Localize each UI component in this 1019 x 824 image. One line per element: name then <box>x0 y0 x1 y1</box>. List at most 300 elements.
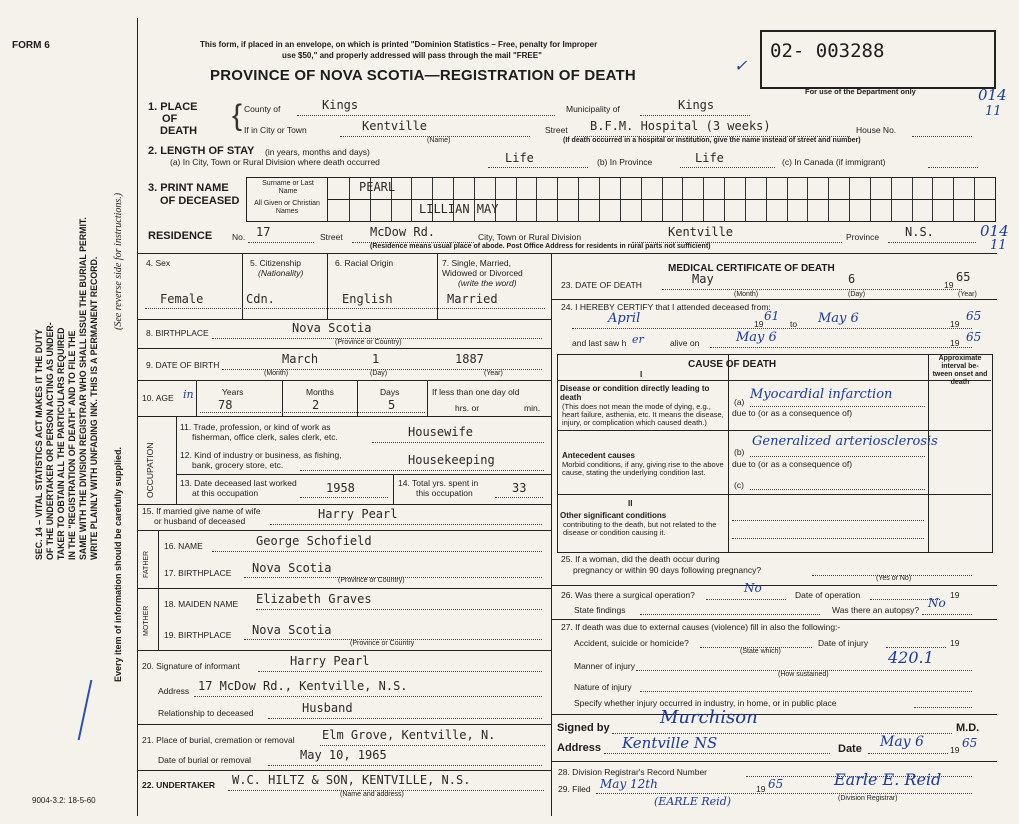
dod-year-note: (Year) <box>958 291 977 298</box>
row-div-age <box>137 416 551 417</box>
father-bp-label: 17. BIRTHPLACE <box>164 568 232 578</box>
trade-line <box>372 442 544 443</box>
filed-line <box>596 793 972 794</box>
form-code: 9004-3.2: 18-5-60 <box>32 796 96 805</box>
law-line: OF THE UNDERTAKER OR PERSON ACTING AS UNDER- <box>45 322 55 560</box>
letter-box-divider <box>849 178 850 199</box>
surgery-label: 26. Was there a surgical operation? <box>561 590 695 600</box>
letter-box-divider <box>766 200 767 221</box>
deceased-name-label-1: 3. PRINT NAME <box>148 182 229 194</box>
place-label-2: OF <box>162 113 178 125</box>
father-name-label: 16. NAME <box>164 541 203 551</box>
years-value: 78 <box>218 398 233 412</box>
marital-value: Married <box>447 292 498 306</box>
stay-a-value: Life <box>505 151 534 165</box>
given-label: All Given or Christian Names <box>254 200 320 215</box>
letter-box-divider <box>828 200 829 221</box>
industry-line <box>300 470 544 471</box>
mother-name-value: Elizabeth Graves <box>256 592 372 606</box>
to-year: 65 <box>966 309 982 323</box>
years-label: Years <box>222 387 244 397</box>
municipality-value: Kings <box>678 98 715 112</box>
department-use-label: For use of the Department only <box>805 87 916 96</box>
residence-no-line <box>248 242 314 243</box>
filed-year-prefix: 19 <box>756 784 766 794</box>
letter-box-divider <box>745 200 746 221</box>
physician-date: May 6 <box>880 734 924 750</box>
last-worked-label <box>180 478 297 498</box>
residence-province-line <box>888 242 976 243</box>
letter-box-divider <box>411 200 412 221</box>
letter-box-divider <box>932 178 933 199</box>
registration-number-box <box>760 30 996 89</box>
autopsy-line <box>922 614 972 615</box>
letter-box-divider <box>953 178 954 199</box>
other-line-1 <box>732 520 924 521</box>
marital-label-2: Widowed or Divorced <box>442 268 523 278</box>
age-div-2 <box>282 380 283 416</box>
letter-box-divider <box>495 178 496 199</box>
letter-box-divider <box>516 200 517 221</box>
letter-box-divider <box>891 178 892 199</box>
dod-month-note: (Month) <box>734 291 759 298</box>
mother-bp-label: 19. BIRTHPLACE <box>164 630 232 640</box>
dept-code-2b: 11 <box>990 238 1007 253</box>
cause-b-value: Generalized arteriosclerosis <box>752 434 938 449</box>
row-div-27 <box>551 714 997 715</box>
undertaker-note: (Name and address) <box>340 791 404 798</box>
alive-on: May 6 <box>736 330 777 345</box>
registrar-signature: Earle E. Reid <box>834 770 942 789</box>
trade-label-1: 11. Trade, profession, or kind of work as <box>180 422 331 432</box>
law-line: SAME WITH THE DIVISION REGISTRAR WHO SHALL ISSUE THE BURIAL PERMIT. <box>78 217 88 560</box>
undertaker-value: W.C. HILTZ & SON, KENTVILLE, N.S. <box>232 773 471 787</box>
place-label <box>148 101 198 137</box>
dob-label: 9. DATE OF BIRTH <box>146 360 220 370</box>
spouse-label <box>142 506 261 526</box>
industry-label-2: bank, grocery store, etc. <box>192 460 284 470</box>
burial-date-label: Date of burial or removal <box>158 755 252 765</box>
relation-value: Husband <box>302 701 353 715</box>
other-line-2 <box>732 538 924 539</box>
city-label: If in City or Town <box>244 125 307 135</box>
law-line: TAKER TO OBTAIN ALL THE PARTICULARS REQUIRED <box>56 327 66 560</box>
stay-c-line <box>928 167 978 168</box>
direct-cause-note: (This does not mean the mode of dying, e.g., heart failure, asthenia, etc. It means the disease, injury, or complication which caused death.) <box>562 402 724 427</box>
letter-box-divider <box>870 178 871 199</box>
informant-signature: Harry Pearl <box>290 654 370 668</box>
accident-label: Accident, suicide or homicide? <box>574 638 689 648</box>
physician-address-label: Address <box>557 742 602 754</box>
alive-line <box>710 347 972 348</box>
due-to-b: due to (or as a consequence of) <box>732 459 853 469</box>
letter-box-divider <box>724 200 725 221</box>
residence-note: (Residence means usual place of abode. Post Office Address for residents in rural parts not sufficient) <box>370 243 711 250</box>
spouse-line <box>270 524 542 525</box>
residence-province: N.S. <box>905 225 934 239</box>
cause-b-label: (b) <box>734 447 745 457</box>
letter-box-divider <box>953 200 954 221</box>
cause-a-value: Myocardial infarction <box>750 387 893 402</box>
stay-a-label: (a) In City, Town or Rural Division where death occurred <box>170 157 380 167</box>
county-label: County of <box>244 104 281 114</box>
undertaker-label: 22. UNDERTAKER <box>142 780 216 790</box>
letter-box-divider <box>453 178 454 199</box>
personal-values-line <box>145 308 545 309</box>
dod-line <box>662 289 962 290</box>
from-year-prefix: 19 <box>754 319 764 329</box>
trade-label <box>180 422 338 442</box>
cause-a-label: (a) <box>734 397 745 407</box>
sex-label: 4. Sex <box>146 258 171 268</box>
letter-box-divider <box>620 178 621 199</box>
age-div-1 <box>196 380 197 416</box>
municipality-line <box>640 115 750 116</box>
letter-box-divider <box>703 200 704 221</box>
law-line: SEC. 14 – VITAL STATISTICS ACT MAKES IT THE DUTY <box>34 329 44 560</box>
letter-box-divider <box>974 200 975 221</box>
registration-number: 02- 003288 <box>770 40 885 62</box>
last-worked-label-1: 13. Date deceased last worked <box>180 478 297 488</box>
place-label-1: 1. PLACE <box>148 101 198 113</box>
frame-divider <box>137 253 997 254</box>
manner-label: Manner of injury <box>574 661 635 671</box>
surname-value: PEARL <box>359 180 396 194</box>
citizen-value: Cdn. <box>246 292 275 306</box>
birthplace-label: 8. BIRTHPLACE <box>146 328 209 338</box>
row-div-informant <box>137 724 551 725</box>
letter-box-divider <box>682 200 683 221</box>
age-in: in <box>183 388 194 401</box>
md-label: M.D. <box>956 722 980 734</box>
dob-year: 1887 <box>455 352 484 366</box>
occupation-side-label: OCCUPATION <box>145 442 155 498</box>
form-number: FORM 6 <box>12 40 50 51</box>
row-div-mother <box>137 650 551 651</box>
informant-address: 17 McDow Rd., Kentville, N.S. <box>198 679 408 693</box>
attended-to: May 6 <box>818 311 859 326</box>
certify-line-1 <box>572 328 972 329</box>
letter-box-divider <box>349 178 350 199</box>
findings-line <box>640 614 820 615</box>
name-grid <box>246 177 996 222</box>
residence-street-label: Street <box>320 232 343 242</box>
dob-month: March <box>282 352 319 366</box>
last-worked-value: 1958 <box>326 481 355 495</box>
letter-box-divider <box>912 178 913 199</box>
letter-box-divider <box>682 178 683 199</box>
supply-note: Every item of information should be carefully supplied. <box>113 446 123 682</box>
dept-code-1b: 11 <box>985 104 1002 119</box>
letter-box-divider <box>620 200 621 221</box>
dob-month-note: (Month) <box>264 370 289 377</box>
direct-cause-label: Disease or condition directly leading to death <box>560 384 710 402</box>
medical-title: MEDICAL CERTIFICATE OF DEATH <box>668 263 835 274</box>
law-line: IN THE "REGISTRATION OF DEATH" AND TO FILE THE <box>67 330 77 560</box>
letter-box-divider <box>536 200 537 221</box>
mother-name-label: 18. MAIDEN NAME <box>164 599 239 609</box>
age-div-4 <box>427 380 428 416</box>
row-div-26 <box>551 619 997 620</box>
residence-label: RESIDENCE <box>148 230 213 242</box>
col-div-3 <box>437 253 438 319</box>
letter-box-divider <box>370 200 371 221</box>
relation-line <box>268 718 542 719</box>
alive-label: alive on <box>670 338 700 348</box>
pregnancy-label-2: pregnancy or within 90 days following pregnancy? <box>573 565 762 575</box>
letter-box-divider <box>912 200 913 221</box>
min-label: min. <box>524 403 541 413</box>
informant-sig-label: 20. Signature of informant <box>142 661 240 671</box>
surname-label: Surname or Last Name <box>262 180 314 195</box>
letter-box-divider <box>474 178 475 199</box>
cause-a-div <box>557 430 991 431</box>
letter-box-divider <box>557 178 558 199</box>
instructions-note: (See reverse side for instructions.) <box>113 192 124 330</box>
house-line <box>912 136 972 137</box>
cause-col-div-1 <box>728 354 729 552</box>
row-div-sig <box>551 761 997 762</box>
letter-box-divider <box>662 200 663 221</box>
age-label: 10. AGE <box>142 393 174 403</box>
due-to-a: due to (or as a consequence of) <box>732 408 853 418</box>
house-label: House No. <box>856 125 897 135</box>
name-note: (Name) <box>427 137 451 144</box>
mail-notice-2: use $50," and properly addressed will pass through the mail "FREE" <box>282 51 542 60</box>
total-years-label-1: 14. Total yrs. spent in <box>398 478 479 488</box>
to-label: to <box>790 319 798 329</box>
certify-label: 24. I HEREBY CERTIFY that I attended deceased from: <box>561 302 771 312</box>
surgery-value: No <box>744 581 762 595</box>
cause-c-label: (c) <box>734 480 744 490</box>
col-div-1 <box>242 253 243 319</box>
physician-date-year-prefix: 19 <box>950 745 960 755</box>
cause-a-line <box>750 406 925 407</box>
letter-box-divider <box>557 200 558 221</box>
margin-check-mark <box>78 680 107 740</box>
letter-box-divider <box>703 178 704 199</box>
state-which-note: (State which) <box>740 648 781 655</box>
brace: { <box>232 99 243 132</box>
father-bp-value: Nova Scotia <box>252 561 332 575</box>
row-div-occ <box>176 474 551 475</box>
county-line <box>297 115 555 116</box>
physician-date-year: 65 <box>962 736 978 750</box>
burial-place-label: 21. Place of burial, cremation or removal <box>142 735 295 745</box>
marital-label-3: (write the word) <box>458 278 517 288</box>
col-div-2 <box>327 253 328 319</box>
registrar-note: (Division Registrar) <box>838 795 898 802</box>
row-div-occ2 <box>137 504 551 505</box>
place-label-3: DEATH <box>160 125 198 137</box>
filed-year: 65 <box>768 777 784 791</box>
pregnancy-label-1: 25. If a woman, did the death occur during <box>561 554 720 564</box>
relation-label: Relationship to deceased <box>158 708 254 718</box>
letter-box-divider <box>641 178 642 199</box>
stay-a-line <box>488 167 588 168</box>
letter-box-divider <box>745 178 746 199</box>
industry-label-1: 12. Kind of industry or business, as fishing, <box>180 450 342 460</box>
parent-side-div <box>158 530 159 650</box>
months-value: 2 <box>312 398 320 412</box>
residence-province-label: Province <box>846 232 880 242</box>
letter-box-divider <box>432 178 433 199</box>
dob-year-note: (Year) <box>484 370 503 377</box>
age-div-3 <box>357 380 358 416</box>
roman-two: II <box>628 499 633 508</box>
roman-one: I <box>640 370 643 379</box>
racial-label: 6. Racial Origin <box>335 258 394 268</box>
letter-box-divider <box>662 178 663 199</box>
law-notice <box>34 217 100 560</box>
attended-from: April <box>608 311 641 326</box>
residence-city-label: City, Town or Rural Division <box>478 232 582 242</box>
registrar-printed-name: (EARLE Reid) <box>654 795 732 808</box>
autopsy-label: Was there an autopsy? <box>832 605 920 615</box>
last-worked-label-2: at this occupation <box>192 488 259 498</box>
row-div-father <box>137 588 551 589</box>
physician-address: Kentville NS <box>622 734 718 752</box>
other-conditions-label: Other significant conditions <box>560 511 667 520</box>
dob-day: 1 <box>372 352 380 366</box>
letter-box-divider <box>891 200 892 221</box>
hospital-note: (If death occurred in a hospital or institution, give the name instead of street and number) <box>563 137 861 144</box>
sex-value: Female <box>160 292 204 306</box>
total-years-label <box>398 478 478 498</box>
letter-box-divider <box>766 178 767 199</box>
spouse-label-2: or husband of deceased <box>154 516 246 526</box>
row-div-bp <box>137 348 551 349</box>
birthplace-value: Nova Scotia <box>292 321 372 335</box>
burial-place-line <box>320 745 545 746</box>
row-div-burial <box>137 770 551 771</box>
cause-b-line <box>750 456 925 457</box>
letter-box-divider <box>807 200 808 221</box>
pregnancy-label <box>561 554 761 576</box>
stay-b-label: (b) In Province <box>597 157 653 167</box>
physician-signature: Murchison <box>660 707 758 728</box>
nature-line <box>640 691 972 692</box>
letter-box-divider <box>599 178 600 199</box>
letter-box-divider <box>974 178 975 199</box>
letter-box-divider <box>787 200 788 221</box>
specify-label: Specify whether injury occurred in industry, in home, or in public place <box>574 698 837 708</box>
spouse-label-1: 15. If married give name of wife <box>142 506 261 516</box>
total-years-value: 33 <box>512 481 527 495</box>
letter-box-divider <box>391 200 392 221</box>
days-value: 5 <box>388 398 396 412</box>
father-name-value: George Schofield <box>256 534 372 548</box>
yes-no-note: (Yes or No) <box>876 575 912 582</box>
city-value: Kentville <box>362 119 428 133</box>
stay-note: (in years, months and days) <box>265 147 370 157</box>
letter-box-divider <box>870 200 871 221</box>
row-div-dod <box>551 299 997 300</box>
cause-col-div-2 <box>928 354 929 552</box>
cause-c-div <box>557 494 991 495</box>
letter-box-divider <box>578 200 579 221</box>
surgery-line <box>706 599 786 600</box>
to-year-prefix: 19 <box>950 319 960 329</box>
burial-date-line <box>268 765 542 766</box>
injury-date-label: Date of injury <box>818 638 869 648</box>
burial-date-value: May 10, 1965 <box>300 748 387 762</box>
filed-date: May 12th <box>600 777 658 791</box>
dod-day-note: (Day) <box>848 291 866 298</box>
street-value: B.F.M. Hospital (3 weeks) <box>590 119 771 133</box>
stay-c-label: (c) In Canada (if immigrant) <box>782 157 886 167</box>
other-conditions-note: contributing to the death, but not related to the disease or condition causing it. <box>563 520 717 537</box>
letter-box-divider <box>516 178 517 199</box>
nature-label: Nature of injury <box>574 682 632 692</box>
informant-sig-line <box>258 671 542 672</box>
mail-notice-1: This form, if placed in an envelope, on which is printed "Dominion Statistics – Free, penalty for Improper <box>200 40 598 49</box>
stay-label: 2. LENGTH OF STAY <box>148 145 255 157</box>
stay-b-line <box>680 167 775 168</box>
county-value: Kings <box>322 98 359 112</box>
signed-by-label: Signed by <box>557 722 610 734</box>
occupation-side-div <box>176 416 177 504</box>
dod-month: May <box>692 272 714 286</box>
informant-address-label: Address <box>158 686 190 696</box>
given-value: LILLIAN MAY <box>419 202 499 216</box>
center-divider <box>551 253 552 816</box>
mother-bp-note: (Province or Country <box>350 640 415 647</box>
residence-no: 17 <box>256 225 271 239</box>
filed-label: 29. Filed <box>558 784 591 794</box>
injury-year: 19 <box>950 638 960 648</box>
letter-box-divider <box>349 200 350 221</box>
industry-value: Housekeeping <box>408 453 495 467</box>
dept-code-1: 014 <box>978 86 1007 104</box>
citizen-label: 5. Citizenship <box>250 258 302 268</box>
municipality-label: Municipality of <box>566 104 620 114</box>
check-mark: ✓ <box>734 56 748 75</box>
letter-box-divider <box>411 178 412 199</box>
interval-label: Approximate interval be- tween onset and death <box>932 355 988 386</box>
letter-box-divider <box>724 178 725 199</box>
last-seen-suffix: er <box>632 333 644 346</box>
mother-name-line <box>256 609 542 610</box>
specify-line <box>914 707 972 708</box>
autopsy-value: No <box>928 596 946 610</box>
alive-year: 65 <box>966 330 982 344</box>
deceased-name-label <box>148 182 239 208</box>
op-year: 19 <box>950 590 960 600</box>
cause-title: CAUSE OF DEATH <box>688 359 777 370</box>
less-than-day-label: If less than one day old <box>432 387 520 397</box>
coded-cause: 420.1 <box>888 648 934 667</box>
letter-box-divider <box>828 178 829 199</box>
marital-label-1: 7. Single, Married, <box>442 258 511 268</box>
days-label: Days <box>380 387 400 397</box>
father-name-line <box>212 551 542 552</box>
law-line: WRITE PLAINLY WITH UNFADING INK. THIS IS A PERMANENT RECORD. <box>89 256 99 560</box>
occ-div <box>393 474 394 504</box>
findings-label: State findings <box>574 605 626 615</box>
row-div-personal <box>137 319 551 320</box>
total-years-label-2: this occupation <box>416 488 473 498</box>
last-worked-line <box>300 497 388 498</box>
surname-cells <box>328 178 995 199</box>
physician-address-line <box>604 753 830 754</box>
dod-label: 23. DATE OF DEATH <box>561 280 642 290</box>
external-label: 27. If death was due to external causes (violence) fill in also the following:- <box>561 622 841 632</box>
from-year: 61 <box>764 309 780 323</box>
street-label: Street <box>545 125 568 135</box>
row-div-dob <box>137 380 551 381</box>
citizen-note: (Nationality) <box>258 268 304 278</box>
